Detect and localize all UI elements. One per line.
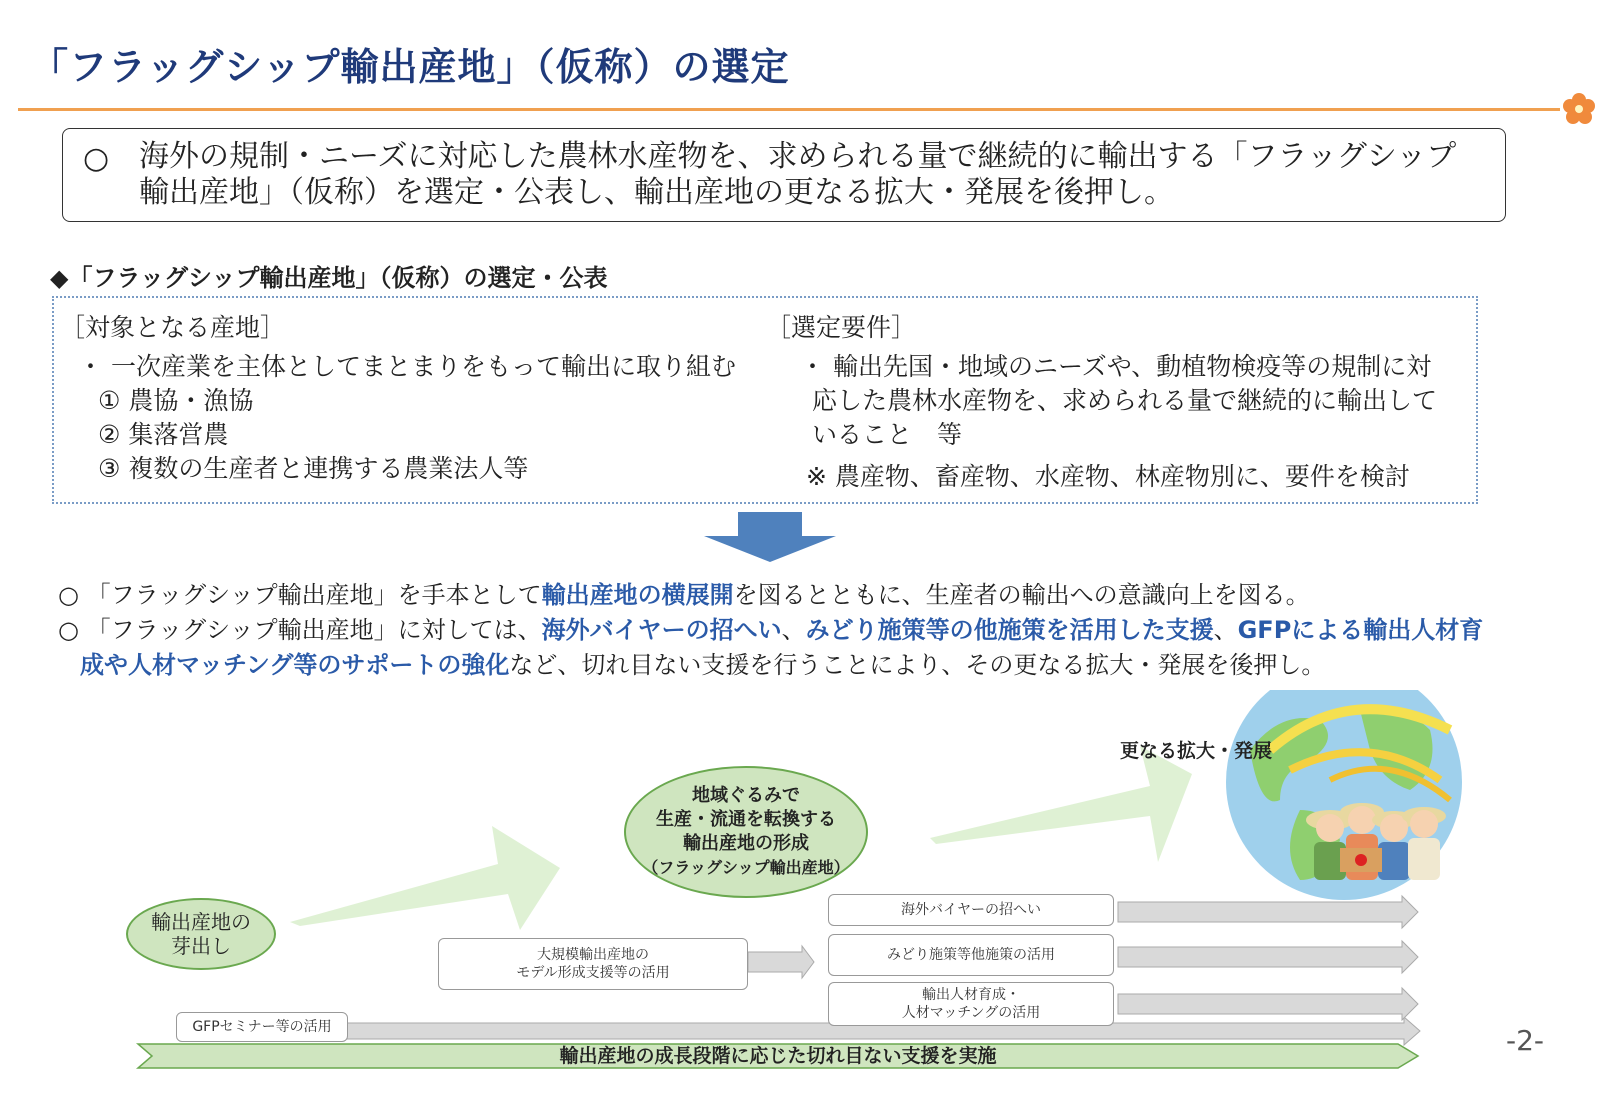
requirements-line: 応した農林水産物を、求められる量で継続的に輸出して: [812, 386, 1438, 415]
support-hr-box: [828, 982, 1114, 1026]
support-arrow: [1118, 941, 1418, 973]
support-arrow: [748, 946, 814, 978]
outcome-highlight: GFPによる輸出人材育: [1237, 616, 1484, 644]
support-buyer-label: 海外バイヤーの招へい: [901, 902, 1041, 918]
flower-logo-icon: [1562, 92, 1596, 126]
summary-bullet: ○: [83, 141, 110, 176]
support-model-line: 大規模輸出産地の: [537, 947, 649, 963]
support-midori-label: みどり施策等他施策の活用: [887, 947, 1055, 963]
support-model-box: [438, 938, 748, 990]
requirements-note: ※ 農産物、畜産物、水産物、林産物別に、要件を検討: [806, 462, 1410, 491]
stage-sprout-oval: [126, 898, 276, 970]
support-model-line: モデル形成支援等の活用: [516, 965, 670, 981]
stage-flagship-line: 輸出産地の形成: [683, 833, 809, 854]
target-item: ② 集落営農: [98, 420, 229, 449]
outcome-line-2: [58, 613, 1483, 648]
target-heading: ［対象となる産地］: [60, 313, 286, 342]
farmers-illustration: [1306, 803, 1446, 880]
stage-sprout-line: 芽出し: [171, 934, 231, 958]
stage-flagship-oval: [624, 766, 868, 898]
outcome-line-3: [80, 648, 1325, 683]
support-arrow: [1118, 896, 1418, 928]
summary-line-1: 海外の規制・ニーズに対応した農林水産物を、求められる量で継続的に輸出する「フラッグシップ: [139, 139, 1457, 174]
outcome-text: など、切れ目ない支援を行うことにより、その更なる拡大・発展を後押し。: [509, 651, 1326, 679]
support-buyer-box: [828, 894, 1114, 926]
support-hr-line: 輸出人材育成・: [922, 987, 1020, 1003]
outcome-text: 、: [781, 616, 806, 644]
support-hr-line: 人材マッチングの活用: [901, 1005, 1041, 1021]
support-midori-box: [828, 934, 1114, 976]
down-arrow-icon: [704, 512, 836, 562]
target-item: ③ 複数の生産者と連携する農業法人等: [98, 454, 529, 483]
support-gfp-box: [176, 1012, 348, 1042]
support-arrow: [1118, 988, 1418, 1020]
stage-flagship-line: 地域ぐるみで: [692, 785, 800, 806]
target-item: ① 農協・漁協: [98, 386, 254, 415]
requirements-line: ・ 輸出先国・地域のニーズや、動植物検疫等の規制に対: [800, 352, 1432, 381]
bottom-banner-text: 輸出産地の成長段階に応じた切れ目ない支援を実施: [559, 1045, 997, 1067]
outcome-highlight: 成や人材マッチング等のサポートの強化: [80, 651, 510, 679]
target-bullet: ・ 一次産業を主体としてまとまりをもって輸出に取り組む: [78, 352, 736, 381]
growth-arrow-1: [290, 826, 560, 930]
summary-line-2: 輸出産地」（仮称）を選定・公表し、輸出産地の更なる拡大・発展を後押し。: [139, 175, 1174, 210]
outcome-text: を図るとともに、生産者の輸出への意識向上を図る。: [733, 581, 1310, 609]
outcome-highlight: 海外バイヤーの招へい: [541, 616, 782, 644]
outcome-text: ○ 「フラッグシップ輸出産地」を手本として: [58, 581, 542, 609]
summary-box: [62, 128, 1506, 222]
stage-sprout-line: 輸出産地の: [151, 910, 251, 934]
outcome-line-1: [58, 578, 1310, 613]
title-rule: [18, 108, 1560, 111]
page-title: 「フラッグシップ輸出産地」（仮称）の選定: [30, 45, 790, 89]
outcome-text: 、: [1213, 616, 1238, 644]
page-number: -2-: [1506, 1024, 1545, 1057]
summary-text: [139, 139, 1499, 211]
support-gfp-label: GFPセミナー等の活用: [192, 1019, 332, 1035]
stage-flagship-line: 生産・流通を転換する: [656, 809, 836, 830]
requirements-line: いること 等: [812, 420, 963, 449]
requirements-heading: ［選定要件］: [766, 313, 917, 342]
outcome-highlight: 輸出産地の横展開: [541, 581, 734, 609]
stage-expand-label: 更なる拡大・発展: [1120, 740, 1273, 762]
stage-flagship-line: （フラッグシップ輸出産地）: [642, 858, 850, 877]
outcome-highlight: みどり施策等の他施策を活用した支援: [805, 616, 1214, 644]
outcome-text: ○ 「フラッグシップ輸出産地」に対しては、: [58, 616, 542, 644]
growth-arrow-2: [930, 746, 1192, 862]
section-heading: ◆「フラッグシップ輸出産地」（仮称）の選定・公表: [50, 264, 608, 292]
